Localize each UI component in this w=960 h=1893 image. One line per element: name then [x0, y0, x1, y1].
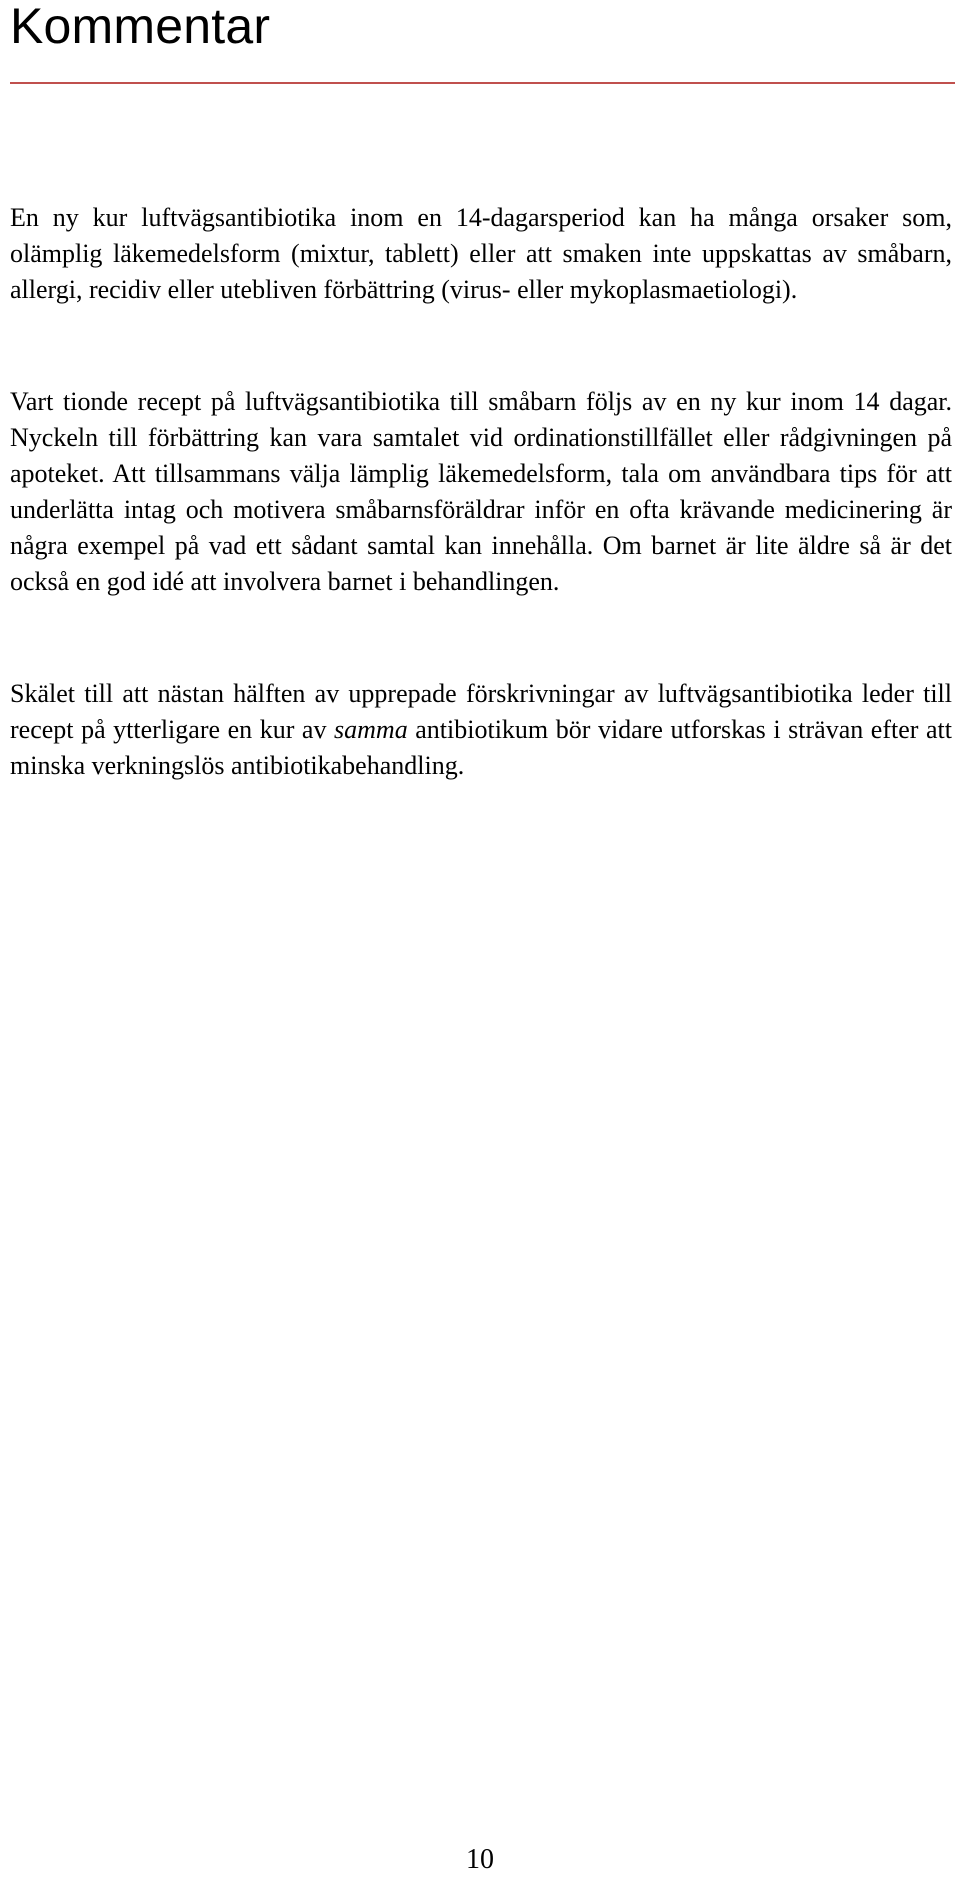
paragraph-3	[10, 676, 952, 784]
paragraph-1: En ny kur luftvägsantibiotika inom en 14-dagarsperiod kan ha många orsaker som, olämplig läkemedelsform (mixtur, tablett) eller att smaken inte uppskattas av småbarn, allergi, recidiv eller utebliven förbättring (virus- eller mykoplasmaetiologi).	[10, 203, 952, 304]
paragraph-2: Vart tionde recept på luftvägsantibiotika till småbarn följs av en ny kur inom 14 dagar. Nyckeln till förbättring kan vara samtalet vid ordinationstillfället eller rådgivningen på apoteket. Att tillsammans välja lämplig läkemedelsform, tala om användbara tips för att underlätta intag och motivera småbarnsföräldrar inför en ofta krävande medicinering är några exempel på vad ett sådant samtal kan innehålla. Om barnet är lite äldre så är det också en god idé att involvera barnet i behandlingen.	[10, 387, 952, 596]
paragraph-3-emphasis: samma	[334, 715, 408, 744]
paragraph-3-text-before: Skälet till att nästan hälften av upprepade förskrivningar av luftvägsantibiotika leder till recept på ytterligare en kur av	[10, 679, 952, 744]
paragraph-3-text-after: antibiotikum bör vidare utforskas i strävan efter att minska verkningslös antibiotikabehandling.	[10, 715, 952, 780]
heading-divider	[10, 82, 955, 84]
page-number: 10	[466, 1844, 494, 1875]
page-heading: Kommentar	[10, 0, 271, 54]
